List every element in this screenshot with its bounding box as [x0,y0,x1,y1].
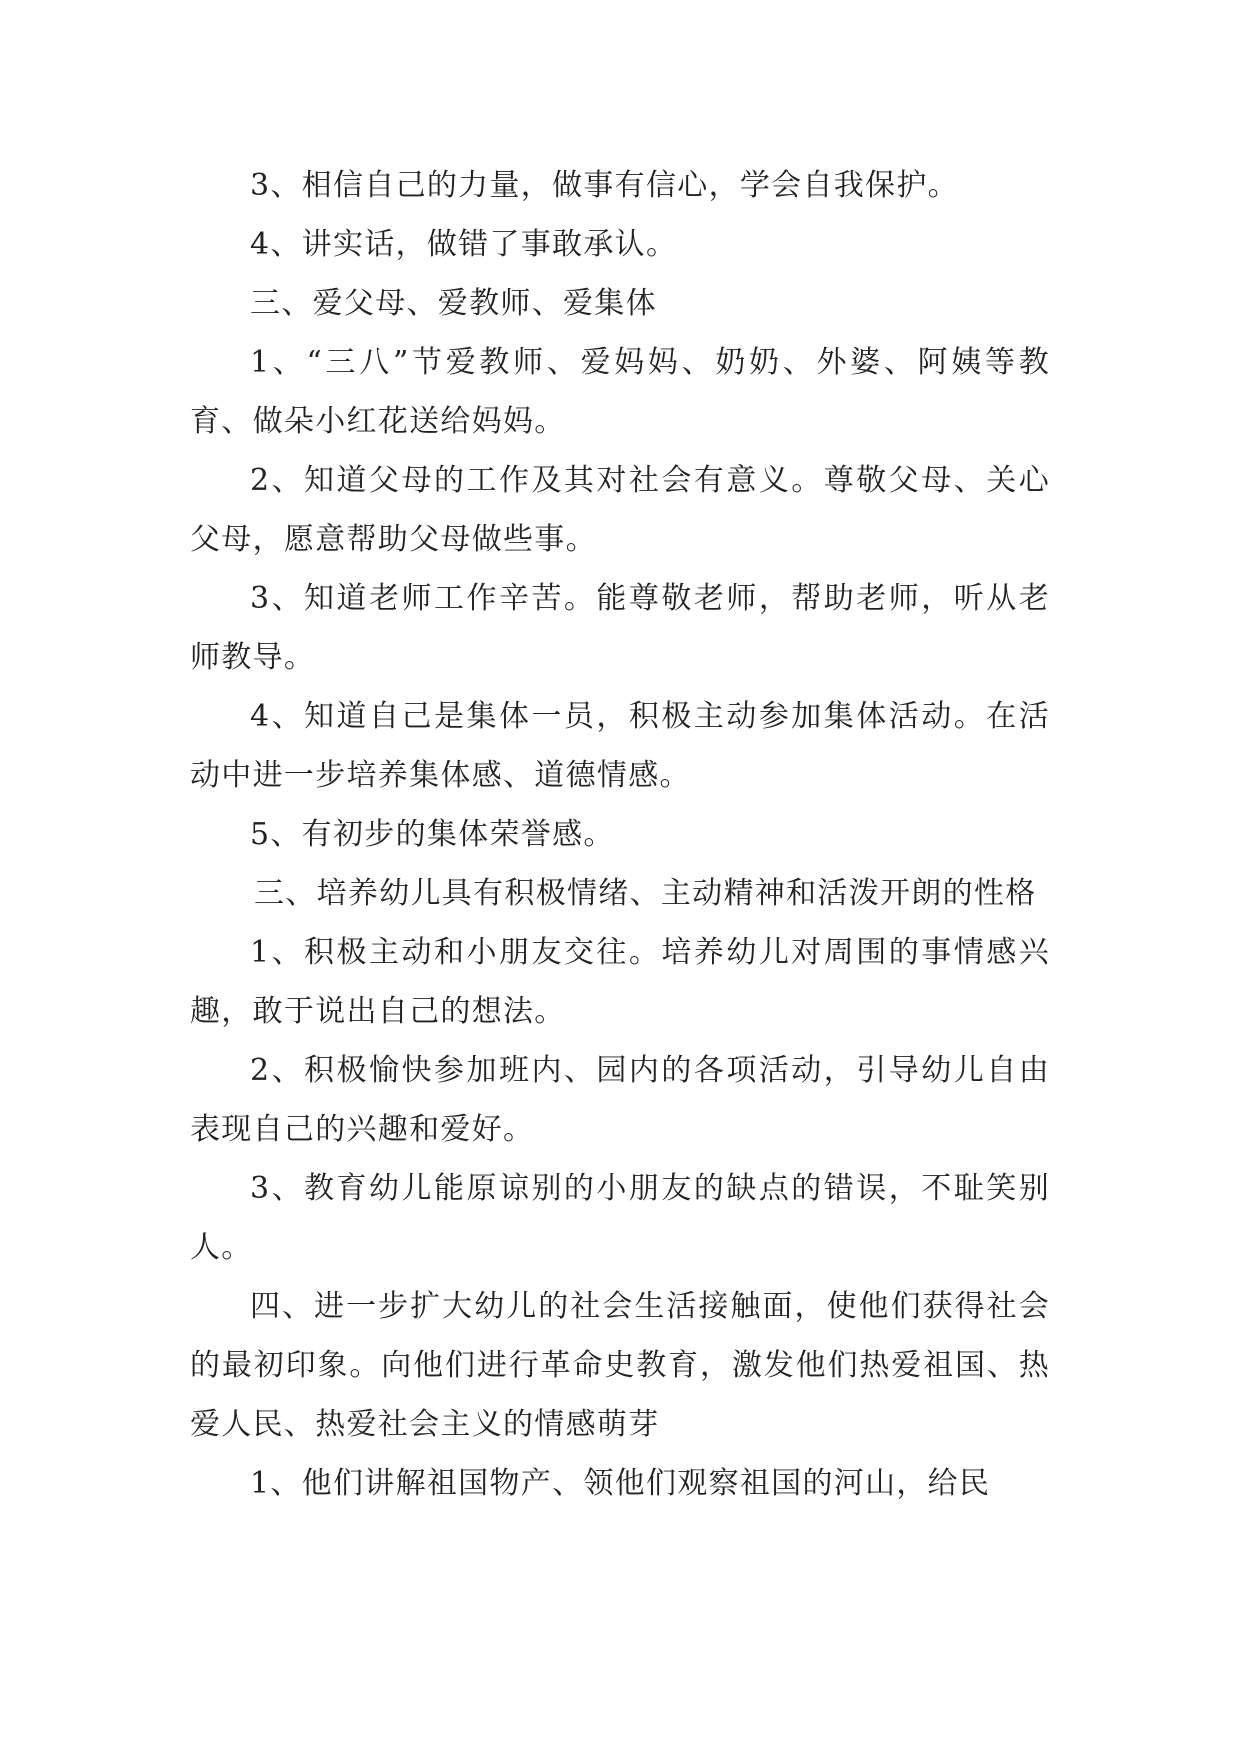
paragraph-item-1-interact-friends: 1、积极主动和小朋友交往。培养幼儿对周围的事情感兴趣，敢于说出自己的想法。 [190,935,1050,1029]
section-heading-social-life: 四、进一步扩大幼儿的社会生活接触面，使他们获得社会的最初印象。向他们进行革命史教育，激发他们热爱祖国、热爱人民、热爱社会主义的情感萌芽 [190,1289,1050,1442]
paragraph-item-3-teachers-work: 3、知道老师工作辛苦。能尊敬老师，帮助老师，听从老师教导。 [190,581,1050,675]
paragraph-item-2-parents-work: 2、知道父母的工作及其对社会有意义。尊敬父母、关心父母，愿意帮助父母做些事。 [190,463,1050,557]
section-heading-love-parents-teachers-collective: 三、爱父母、爱教师、爱集体 [250,286,657,321]
paragraph-item-1-motherland-products: 1、他们讲解祖国物产、领他们观察祖国的河山，给民 [250,1466,991,1501]
paragraph-item-4-collective-member: 4、知道自己是集体一员，积极主动参加集体活动。在活动中进一步培养集体感、道德情感。 [190,699,1050,793]
document-body [190,156,1050,1513]
paragraph-item-3-forgive-others: 3、教育幼儿能原谅别的小朋友的缺点的错误，不耻笑别人。 [190,1171,1050,1265]
paragraph-item-3-self-confidence: 3、相信自己的力量，做事有信心，学会自我保护。 [250,168,959,203]
paragraph-item-4-honesty: 4、讲实话，做错了事敢承认。 [250,227,678,262]
section-heading-positive-emotions: 三、培养幼儿具有积极情绪、主动精神和活泼开朗的性格 [254,876,1037,911]
paragraph-item-5-collective-honor: 5、有初步的集体荣誉感。 [250,817,615,852]
paragraph-item-2-join-activities: 2、积极愉快参加班内、园内的各项活动，引导幼儿自由表现自己的兴趣和爱好。 [190,1053,1050,1147]
paragraph-item-1-womens-day: 1、“三八”节爱教师、爱妈妈、奶奶、外婆、阿姨等教育、做朵小红花送给妈妈。 [190,345,1050,439]
